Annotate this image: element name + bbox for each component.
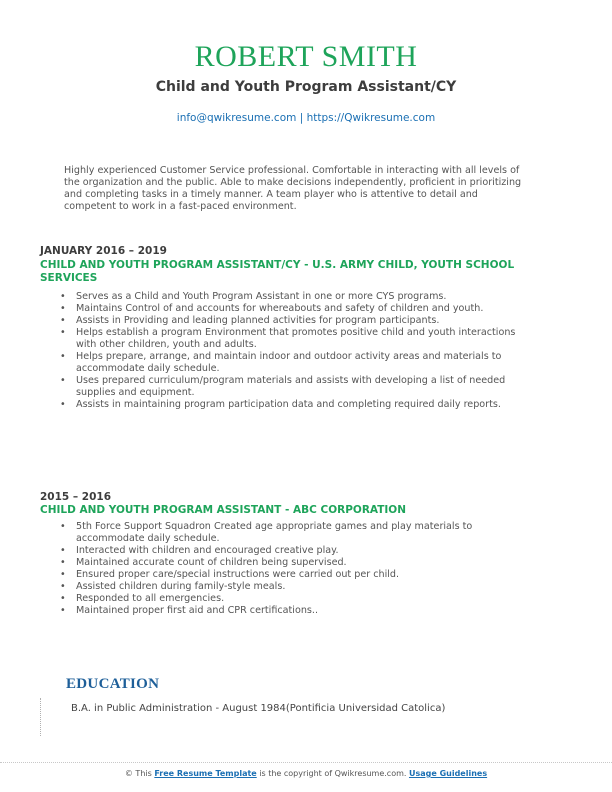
email-link[interactable]: info@qwikresume.com (176, 112, 297, 124)
list-item: • Assists in maintaining program participation data and completing required daily reports. (58, 399, 528, 411)
list-item: • Responded to all emergencies. (58, 593, 528, 605)
job-2-bullets (58, 521, 528, 617)
job-1-dates: JANUARY 2016 – 2019 (40, 245, 167, 257)
candidate-name: ROBERT SMITH (194, 40, 418, 73)
footer (0, 768, 612, 779)
education-entry: B.A. in Public Administration - August 1984(Pontificia Universidad Catolica) (71, 703, 446, 714)
job-1-role: CHILD AND YOUTH PROGRAM ASSISTANT/CY - U.S. ARMY CHILD, YOUTH SCHOOL SERVICES (40, 259, 515, 284)
free-resume-template-link[interactable]: Free Resume Template (154, 769, 257, 778)
list-item: • Assisted children during family-style meals. (58, 581, 528, 593)
footer-prefix: © This (124, 769, 155, 778)
list-item: • Maintains Control of and accounts for whereabouts and safety of children and youth. (58, 303, 528, 315)
list-item: • 5th Force Support Squadron Created age appropriate games and play materials to accommodate daily schedule. (58, 521, 528, 545)
usage-guidelines-link[interactable]: Usage Guidelines (408, 769, 488, 778)
contact-separator: | (296, 112, 307, 124)
education-heading: EDUCATION (66, 676, 160, 692)
job-1-bullets (58, 291, 528, 411)
list-item: • Helps prepare, arrange, and maintain indoor and outdoor activity areas and materials to accommodate daily schedule. (58, 351, 528, 375)
education-divider (40, 698, 41, 736)
list-item: • Ensured proper care/special instructions were carried out per child. (58, 569, 528, 581)
list-item: • Interacted with children and encouraged creative play. (58, 545, 528, 557)
footer-copyright: is the copyright of Qwikresume.com. (256, 769, 409, 778)
candidate-title: Child and Youth Program Assistant/CY (155, 79, 457, 95)
summary-paragraph: Highly experienced Customer Service professional. Comfortable in interacting with all levels of the organization and the public. Able to make decisions independently, proficient in prioritizing and completing tasks in a timely manner. A team player who is attentive to detail and competent to work in a fast-paced environment. (64, 165, 522, 212)
list-item: • Uses prepared curriculum/program materials and assists with developing a list of needed supplies and equipment. (58, 375, 528, 399)
footer-divider (0, 762, 612, 764)
list-item: • Maintained proper first aid and CPR certifications.. (58, 605, 528, 617)
list-item: • Helps establish a program Environment that promotes positive child and youth interactions with other children, youth and adults. (58, 327, 528, 351)
list-item: • Assists in Providing and leading planned activities for program participants. (58, 315, 528, 327)
list-item: • Maintained accurate count of children being supervised. (58, 557, 528, 569)
job-2-dates: 2015 – 2016 (40, 491, 112, 503)
list-item: • Serves as a Child and Youth Program Assistant in one or more CYS programs. (58, 291, 528, 303)
job-2-role: CHILD AND YOUTH PROGRAM ASSISTANT - ABC CORPORATION (40, 504, 407, 516)
contact-line (0, 111, 612, 125)
website-link[interactable]: https://Qwikresume.com (306, 112, 436, 124)
